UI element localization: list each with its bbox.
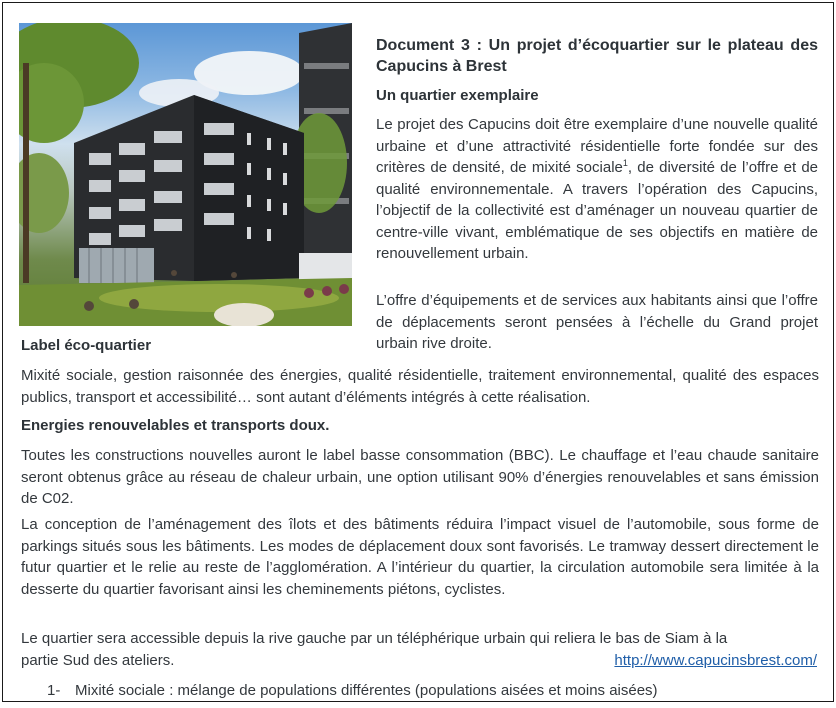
- source-line: [21, 650, 819, 672]
- paragraph-mixite: Mixité sociale, gestion raisonnée des énergies, qualité résidentielle, traitement environnemental, qualité des espaces publics, transport et accessibilité… sont autant d’éléments intégrés à cette réalisation.: [21, 367, 819, 406]
- paragraph-conception: La conception de l’aménagement des îlots et des bâtiments réduira l’impact visuel de l’automobile, sous forme de parkings situés sous les bâtiments. Les modes de déplacement doux sont favorisés. Le tramway dessert directement le futur quartier et le relie au reste de l’agglomération. A l’intérieur du quartier, la circulation automobile sera limitée à la desserte du quartier favorisant ainsi les cheminements piétons, cyclistes.: [21, 516, 819, 598]
- building-illustration-icon: [19, 23, 352, 326]
- paragraph-telepherique: Le quartier sera accessible depuis la rive gauche par un téléphérique urbain qui reliera le bas de Siam à la: [21, 630, 728, 647]
- section-heading-energies: Energies renouvelables et transports doux.: [21, 417, 330, 434]
- document-frame: [2, 2, 834, 702]
- footnote-ref: 1: [622, 158, 628, 168]
- footnote-number: 1-: [47, 682, 61, 699]
- footnote: [47, 680, 658, 701]
- building-photo: [19, 23, 352, 326]
- section-heading-label: Label éco-quartier: [21, 337, 152, 354]
- section-heading-exemplaire: Un quartier exemplaire: [376, 87, 539, 104]
- source-link[interactable]: http://www.capucinsbrest.com/: [614, 652, 817, 669]
- paragraph-exemplaire: [376, 114, 818, 265]
- paragraph-telepherique-end: partie Sud des ateliers.: [21, 652, 175, 669]
- document-title: Document 3 : Un projet d’écoquartier sur le plateau des Capucins à Brest: [376, 37, 818, 75]
- paragraph-bbc: Toutes les constructions nouvelles auront le label basse consommation (BBC). Le chauffage et l’eau chaude sanitaire seront obtenus grâce au réseau de chaleur urbain, une option utilisant 90% d’énergies renouvelables et sans émission de C02.: [21, 447, 819, 507]
- paragraph-text: , de diversité de l’offre et de qualité environnementale. A travers l’opération des Capucins, l’objectif de la collectivité est d’aménager un nouveau quartier de centre-ville vivant, emblématique de ses objectifs en matière de renouvellement urbain.: [376, 159, 819, 262]
- footnote-text: Mixité sociale : mélange de populations différentes (populations aisées et moins aisées): [75, 682, 658, 699]
- paragraph-text: Le projet des Capucins doit être exemplaire d’une nouvelle qualité urbaine et d’une attractivité résidentielle forte fondée sur des critères de densité, de mixité sociale: [376, 116, 818, 176]
- paragraph-equipements: L’offre d’équipements et de services aux habitants ainsi que l’offre de déplacements seront pensées à l’échelle du Grand projet urbain rive droite.: [376, 292, 818, 352]
